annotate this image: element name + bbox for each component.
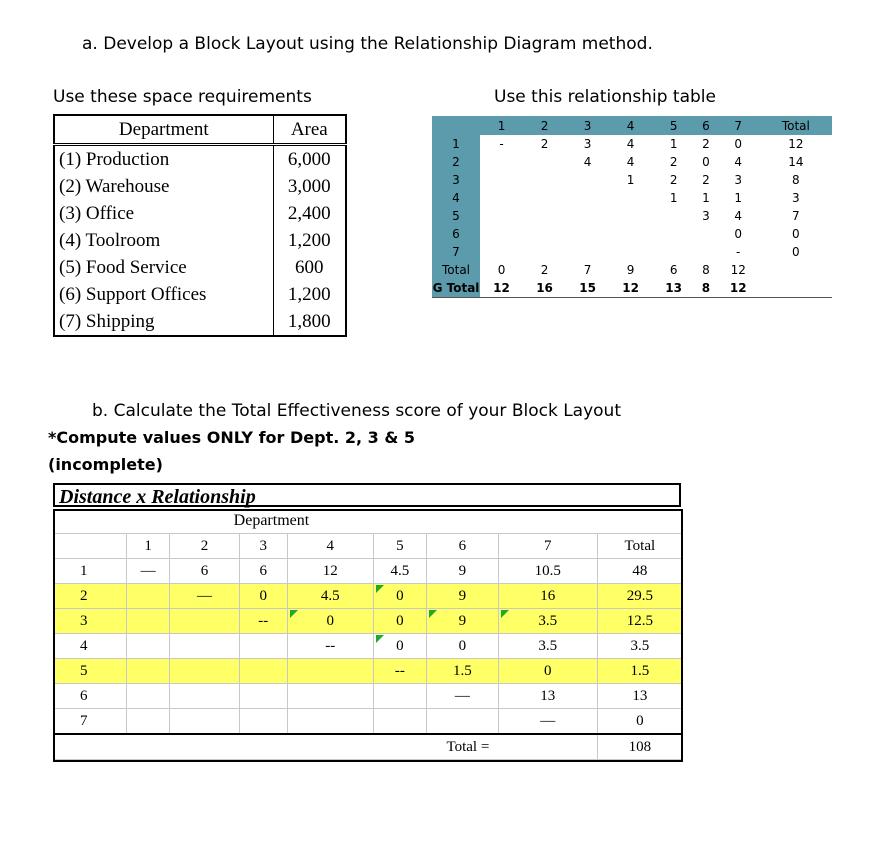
space-area: 600 (273, 254, 346, 281)
dxr-cell-value: 48 (632, 562, 648, 579)
space-dept: (6) Support Offices (54, 281, 273, 308)
dxr-cell (127, 609, 170, 634)
relationship-cell (523, 207, 566, 225)
dxr-cell (373, 559, 426, 584)
dxr-blank (373, 509, 426, 534)
dxr-cell (373, 709, 426, 735)
space-dept: (5) Food Service (54, 254, 273, 281)
dxr-cell (287, 609, 373, 634)
comment-marker-icon (376, 585, 384, 593)
dxr-cell (597, 709, 682, 735)
relationship-cell (523, 153, 566, 171)
relationship-col-header: 4 (609, 116, 652, 135)
part-b-heading: b. Calculate the Total Effectiveness score of your Block Layout (92, 401, 622, 421)
part-a-heading: a. Develop a Block Layout using the Relationship Diagram method. (82, 34, 653, 54)
dxr-cell (373, 634, 426, 659)
dxr-cell (170, 584, 240, 609)
dxr-cell (287, 584, 373, 609)
relationship-gtotal-cell: 12 (609, 279, 652, 298)
relationship-row-label: 4 (432, 189, 480, 207)
dxr-cell (239, 634, 287, 659)
dxr-group-row (54, 509, 683, 534)
relationship-cell: 0 (792, 227, 800, 241)
distance-relationship-table (53, 509, 683, 760)
space-area: 3,000 (273, 173, 346, 200)
dxr-header-row (54, 534, 683, 559)
dxr-cell-value: 10.5 (534, 562, 561, 579)
dxr-cell-value: 0 (543, 662, 552, 679)
part-b-incomplete: (incomplete) (48, 455, 163, 474)
space-requirements-body (54, 145, 346, 337)
relationship-cell (480, 153, 523, 171)
dxr-cell-value: — (140, 562, 156, 579)
relationship-cell: 3 (792, 191, 800, 205)
relationship-gtotal-label: G Total (432, 279, 480, 298)
space-area: 1,200 (273, 227, 346, 254)
dxr-cell-value: 0 (458, 637, 467, 654)
dxr-cell (239, 684, 287, 709)
dxr-cell-value: 12.5 (626, 612, 653, 629)
space-col-department: Department (54, 115, 273, 145)
relationship-col-header: 5 (652, 116, 695, 135)
dxr-cell (426, 684, 498, 709)
dxr-cell-value: -- (394, 662, 405, 679)
relationship-cell: 2 (669, 155, 678, 169)
relationship-gtotal-cell: 13 (652, 279, 695, 298)
dxr-cell (426, 634, 498, 659)
relationship-gtotal-cell (760, 279, 832, 298)
relationship-cell (652, 225, 695, 243)
dxr-cell (426, 659, 498, 684)
dxr-cell-value: 16 (540, 587, 556, 604)
dxr-cell (426, 709, 498, 735)
dxr-cell-value: 9 (458, 562, 467, 579)
dxr-cell-value: 1.5 (452, 662, 472, 679)
dxr-row (54, 709, 683, 735)
dxr-cell (239, 584, 287, 609)
relationship-cell (566, 189, 609, 207)
relationship-cell (523, 225, 566, 243)
dxr-cell-value: 6 (259, 562, 267, 579)
dxr-cell (127, 659, 170, 684)
dxr-cell (287, 559, 373, 584)
dxr-cell (170, 609, 240, 634)
relationship-cell: 2 (540, 137, 549, 151)
dxr-cell-value: 6 (200, 562, 209, 579)
relationship-cell (609, 243, 652, 261)
dxr-cell-value: 0 (636, 712, 644, 729)
relationship-total-row (432, 261, 832, 279)
dxr-cell-value: 4.5 (320, 587, 340, 604)
comment-marker-icon (501, 610, 509, 618)
dxr-cell-value: — (196, 587, 212, 604)
dxr-blank (127, 734, 170, 760)
dxr-blank (127, 509, 170, 534)
relationship-cell: 7 (792, 209, 800, 223)
relationship-cell: 1 (669, 137, 678, 151)
dxr-cell (597, 684, 682, 709)
dxr-cell (498, 684, 597, 709)
dxr-cell (498, 634, 597, 659)
dxr-row-label: 2 (54, 584, 127, 609)
dxr-cell (498, 584, 597, 609)
relationship-cell (480, 207, 523, 225)
relationship-row (432, 153, 832, 171)
relationship-col-header: 2 (523, 116, 566, 135)
dxr-cell (170, 659, 240, 684)
relationship-cell (695, 225, 717, 243)
dxr-cell (373, 659, 426, 684)
dxr-cell (373, 684, 426, 709)
dxr-cell (287, 634, 373, 659)
dxr-row (54, 559, 683, 584)
dxr-blank (426, 509, 498, 534)
dxr-cell-value: — (454, 687, 470, 704)
dxr-blank (54, 734, 127, 760)
relationship-table-wrapper (432, 116, 832, 342)
dxr-row (54, 634, 683, 659)
dxr-col-header: 6 (426, 534, 498, 559)
relationship-cell: 0 (792, 245, 800, 259)
dxr-cell-value: 3.5 (538, 612, 558, 629)
space-row (54, 308, 346, 336)
dxr-cell-value: 0 (259, 587, 267, 604)
dxr-group-header: Department (233, 512, 310, 529)
space-row (54, 200, 346, 227)
dxr-col-header: 3 (239, 534, 287, 559)
relationship-corner (432, 116, 480, 135)
comment-marker-icon (429, 610, 437, 618)
part-b-note: *Compute values ONLY for Dept. 2, 3 & 5 (48, 428, 416, 447)
relationship-col-header: 7 (717, 116, 760, 135)
comment-marker-icon (290, 610, 298, 618)
relationship-gtotal-cell: 16 (523, 279, 566, 298)
dxr-cell (373, 609, 426, 634)
relationship-gtotal-cell: 15 (566, 279, 609, 298)
relationship-row-label: 6 (432, 225, 480, 243)
dxr-cell-value: 0 (326, 612, 334, 629)
dxr-total-row (54, 734, 683, 760)
dxr-row-label: 3 (54, 609, 127, 634)
dxr-cell (127, 584, 170, 609)
dxr-cell (287, 659, 373, 684)
space-row (54, 173, 346, 200)
dxr-cell (239, 659, 287, 684)
relationship-col-header: 3 (566, 116, 609, 135)
dxr-cell (498, 609, 597, 634)
relationship-row (432, 135, 832, 153)
dxr-row (54, 659, 683, 684)
relationship-cell: 4 (734, 209, 743, 223)
relationship-total-cell: 7 (583, 263, 592, 277)
relationship-row (432, 225, 832, 243)
dxr-cell-value: -- (258, 612, 269, 629)
dxr-col-header: 2 (170, 534, 240, 559)
relationship-cell: 3 (734, 173, 743, 187)
relationship-cell (480, 243, 523, 261)
relationship-cell: 1 (669, 191, 678, 205)
relationship-row (432, 171, 832, 189)
relationship-cell (652, 243, 695, 261)
relationship-col-header: Total (760, 116, 832, 135)
relationship-cell (566, 243, 609, 261)
relationship-cell (480, 225, 523, 243)
dxr-cell (170, 634, 240, 659)
dxr-col-header: 1 (127, 534, 170, 559)
dxr-blank (54, 509, 127, 534)
dxr-cell-value: 9 (458, 612, 467, 629)
dxr-col-header: 7 (498, 534, 597, 559)
dxr-cell (170, 684, 240, 709)
relationship-cell (609, 207, 652, 225)
dxr-cell-value: 13 (632, 687, 648, 704)
dxr-cell (127, 634, 170, 659)
dxr-total-label: Total = (426, 734, 597, 760)
relationship-row-label: 2 (432, 153, 480, 171)
relationship-cell: 4 (583, 155, 592, 169)
dxr-total-value: 108 (597, 734, 682, 760)
relationship-cell: 2 (669, 173, 678, 187)
space-row (54, 281, 346, 308)
relationship-total-cell: 12 (730, 263, 746, 277)
space-dept: (7) Shipping (54, 308, 273, 336)
dxr-cell-value: 13 (540, 687, 556, 704)
relationship-cell: 0 (734, 137, 743, 151)
dxr-corner (54, 534, 127, 559)
relationship-cell (566, 207, 609, 225)
relationship-total-cell: 9 (626, 263, 635, 277)
relationship-cell: 12 (788, 137, 804, 151)
dxr-cell-value: 0 (396, 637, 404, 654)
relationship-cell (523, 243, 566, 261)
relationship-cell: 14 (788, 155, 804, 169)
relationship-table-heading: Use this relationship table (494, 87, 716, 107)
relationship-cell: 2 (702, 173, 710, 187)
dxr-cell (597, 584, 682, 609)
relationship-gtotal-cell: 12 (480, 279, 523, 298)
dxr-cell (597, 559, 682, 584)
relationship-total-cell (760, 261, 832, 279)
relationship-cell (480, 189, 523, 207)
dxr-cell (287, 684, 373, 709)
relationship-total-cell: 2 (540, 263, 549, 277)
relationship-row-label: 3 (432, 171, 480, 189)
dxr-cell (498, 659, 597, 684)
relationship-col-header: 6 (695, 116, 717, 135)
relationship-cell: 2 (702, 137, 710, 151)
dxr-cell-value: 9 (458, 587, 467, 604)
dxr-cell (239, 709, 287, 735)
relationship-cell (609, 189, 652, 207)
dxr-cell-value: -- (325, 637, 336, 654)
dxr-cell (127, 684, 170, 709)
dxr-cell (239, 559, 287, 584)
relationship-cell: 3 (702, 209, 710, 223)
dxr-cell (597, 659, 682, 684)
space-area: 1,200 (273, 281, 346, 308)
dxr-cell (127, 559, 170, 584)
dxr-blank (239, 734, 287, 760)
relationship-cell: 0 (734, 227, 743, 241)
relationship-row (432, 189, 832, 207)
space-dept: (3) Office (54, 200, 273, 227)
dxr-cell-value: — (540, 712, 556, 729)
dxr-cell (170, 709, 240, 735)
dxr-row-label: 7 (54, 709, 127, 735)
dxr-cell (127, 709, 170, 735)
dxr-row (54, 684, 683, 709)
relationship-table (432, 116, 832, 298)
relationship-cell: 0 (702, 155, 710, 169)
space-dept: (1) Production (54, 145, 273, 174)
dxr-cell (426, 609, 498, 634)
relationship-row-label: 1 (432, 135, 480, 153)
space-area: 1,800 (273, 308, 346, 336)
relationship-row (432, 207, 832, 225)
space-requirements-heading: Use these space requirements (53, 87, 312, 107)
relationship-cell: 4 (734, 155, 743, 169)
dxr-col-header: Total (597, 534, 682, 559)
dxr-cell-value: 4.5 (390, 562, 410, 579)
dxr-cell (170, 559, 240, 584)
relationship-cell (523, 189, 566, 207)
relationship-gtotal-cell: 12 (717, 279, 760, 298)
relationship-header-row (432, 116, 832, 135)
relationship-cell (523, 171, 566, 189)
dxr-cell (498, 559, 597, 584)
space-row (54, 254, 346, 281)
relationship-cell (695, 243, 717, 261)
dxr-blank (498, 509, 597, 534)
dxr-cell-value: 12 (322, 562, 338, 579)
relationship-cell: - (499, 137, 504, 151)
relationship-cell: - (736, 245, 741, 259)
dxr-row-label: 6 (54, 684, 127, 709)
dxr-blank (597, 509, 682, 534)
distance-relationship-title: Distance x Relationship (53, 483, 681, 507)
space-row (54, 145, 346, 174)
dxr-cell (426, 584, 498, 609)
relationship-col-header: 1 (480, 116, 523, 135)
dxr-row (54, 609, 683, 634)
space-requirements-table (53, 114, 347, 337)
dxr-row-label: 1 (54, 559, 127, 584)
dxr-col-header: 5 (373, 534, 426, 559)
dxr-cell-value: 0 (396, 587, 404, 604)
relationship-row-label: 5 (432, 207, 480, 225)
dxr-cell (287, 709, 373, 735)
relationship-cell (652, 207, 695, 225)
relationship-total-cell: 6 (669, 263, 678, 277)
relationship-row (432, 243, 832, 261)
space-col-area: Area (273, 115, 346, 145)
dxr-cell (373, 584, 426, 609)
dxr-cell-value: 3.5 (630, 637, 650, 654)
relationship-cell: 4 (626, 137, 635, 151)
dxr-blank (170, 734, 240, 760)
space-dept: (4) Toolroom (54, 227, 273, 254)
dxr-blank (287, 734, 373, 760)
dxr-row-label: 5 (54, 659, 127, 684)
dxr-cell (239, 609, 287, 634)
dxr-cell-value: 29.5 (626, 587, 653, 604)
relationship-total-cell: 0 (497, 263, 506, 277)
dxr-row (54, 584, 683, 609)
relationship-gtotal-cell: 8 (695, 279, 717, 298)
dxr-row-label: 4 (54, 634, 127, 659)
relationship-total-label: Total (432, 261, 480, 279)
dxr-col-header: 4 (287, 534, 373, 559)
space-row (54, 227, 346, 254)
relationship-row-label: 7 (432, 243, 480, 261)
space-dept: (2) Warehouse (54, 173, 273, 200)
dxr-cell (597, 609, 682, 634)
dxr-cell-value: 0 (396, 612, 404, 629)
space-area: 2,400 (273, 200, 346, 227)
dxr-cell-value: 1.5 (630, 662, 650, 679)
relationship-total-cell: 8 (702, 263, 710, 277)
relationship-cell: 1 (702, 191, 710, 205)
dxr-cell (498, 709, 597, 735)
space-area: 6,000 (273, 145, 346, 174)
relationship-cell: 8 (792, 173, 800, 187)
relationship-cell (480, 171, 523, 189)
dxr-cell (597, 634, 682, 659)
dxr-cell (426, 559, 498, 584)
relationship-cell: 3 (583, 137, 592, 151)
relationship-cell: 1 (734, 191, 743, 205)
comment-marker-icon (376, 635, 384, 643)
relationship-cell: 4 (626, 155, 635, 169)
relationship-cell (609, 225, 652, 243)
relationship-cell (566, 171, 609, 189)
relationship-cell: 1 (626, 173, 635, 187)
dxr-cell-value: 3.5 (538, 637, 558, 654)
dxr-blank (373, 734, 426, 760)
relationship-cell (566, 225, 609, 243)
relationship-gtotal-row (432, 279, 832, 298)
